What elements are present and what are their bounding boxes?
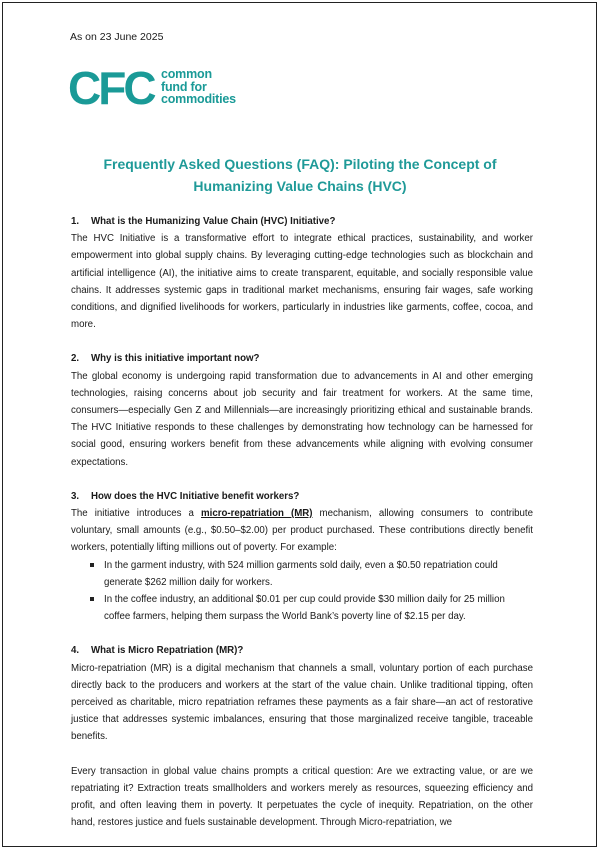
cfc-logo-wordmark [161, 68, 236, 106]
example-list [71, 557, 533, 626]
list-item: In the coffee industry, an additional $0.01 per cup could provide $30 million daily for 25 million coffee farmers, helping them surpass the World Bank’s poverty line of $2.15 per day. [85, 591, 533, 625]
answer-2: The global economy is undergoing rapid transformation due to advancements in AI and other emerging technologies, raising concerns about job security and fair treatment for workers. At the same time, consumers—especially Gen Z and Millennials—are increasingly prioritizing ethical and sustainable brands. The HVC Initiative responds to these challenges by demonstrating how technology can be harnessed for social good, ensuring workers benefit from these advancements while aligning with evolving consumer expectations. [71, 370, 533, 468]
question-number: 1. [71, 216, 80, 227]
answer-1: The HVC Initiative is a transformative effort to integrate ethical practices, sustainability, and worker empowerment into global supply chains. By leveraging cutting-edge technologies such as blockchain and artificial intelligence (AI), the initiative aims to create transparent, equitable, and socially responsible value chains. It addresses systemic gaps in traditional market mechanisms, ensuring fair wages, safe working conditions, and dignified livelihoods for workers, particularly in industries like garments, coffee, cocoa, and more. [71, 233, 533, 331]
logo-line-3: commodities [161, 92, 236, 106]
question-1-heading [71, 213, 533, 230]
answer-3-rest: mechanism, allowing consumers to contribute voluntary, small amounts (e.g., $0.50–$2.00) per product purchased. These contributions directly benefit workers, potentially lifting millions out of poverty. For example: [71, 508, 534, 554]
cfc-logo-mark [68, 64, 158, 110]
cfc-logo [68, 64, 258, 110]
question-3-heading [71, 488, 533, 505]
list-item: In the garment industry, with 524 million garments sold daily, even a $0.50 repatriation could generate $262 million daily for workers. [85, 557, 533, 591]
title-line-1: Frequently Asked Questions (FAQ): Piloting the Concept of [103, 156, 497, 172]
micro-repatriation-term: micro-repatriation (MR) [201, 508, 313, 520]
question-number: 3. [71, 490, 80, 502]
answer-4: Micro-repatriation (MR) is a digital mechanism that channels a small, voluntary portion of each purchase directly back to the producers and workers at the start of the value chain. Unlike traditional tipping, often perceived as charitable, micro repatriation reframes these payments as a fair share—an act of restorative justice that addresses systemic imbalances, ensuring that those marginalized receive tangible, traceable benefits. [71, 662, 533, 743]
cfc-logo-acronym: CFC [68, 64, 154, 110]
question-text: Why is this initiative important now? [91, 353, 260, 365]
page-title [60, 153, 540, 197]
logo-line-1: common [161, 67, 212, 81]
answer-3 [71, 505, 533, 557]
answer-4-continued: Every transaction in global value chains prompts a critical question: Are we extracting value, or are we repatriating it? Extraction treats smallholders and workers merely as resources, squeezing efficiency and profit, and often leaving them in poverty. It perpetuates the cycle of inequity. Repatriation, on the other hand, restores justice and fuels sustainable development. Through Micro-repatriation, we [71, 765, 533, 829]
date-line: As on 23 June 2025 [70, 31, 164, 43]
question-text: What is Micro Repatriation (MR)? [91, 645, 244, 657]
question-2-heading [71, 350, 533, 367]
logo-line-2: fund for [161, 79, 207, 94]
faq-content [71, 213, 533, 832]
question-number: 4. [71, 645, 80, 657]
answer-3-intro: The initiative introduces a [71, 508, 202, 520]
question-number: 2. [71, 353, 80, 365]
question-text: How does the HVC Initiative benefit workers? [91, 490, 300, 502]
question-4-heading [71, 642, 533, 659]
title-line-2: Humanizing Value Chains (HVC) [193, 178, 407, 194]
question-text: What is the Humanizing Value Chain (HVC) Initiative? [91, 216, 336, 227]
